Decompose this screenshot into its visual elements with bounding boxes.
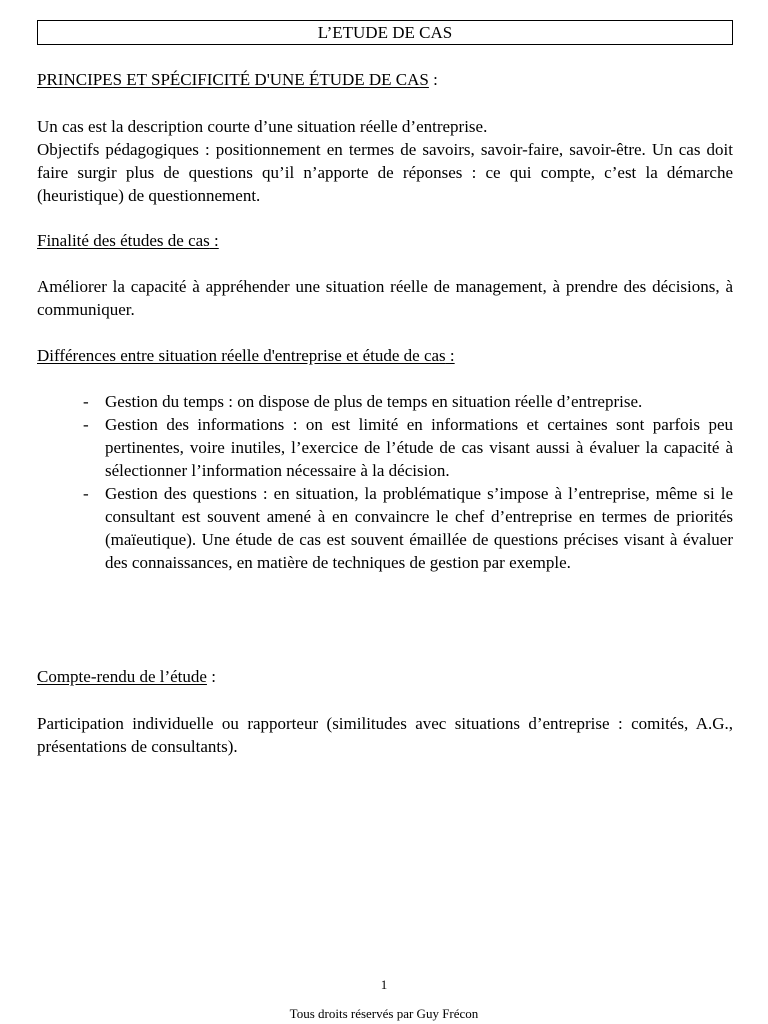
section-principes-paragraph [37,138,733,207]
section-finalite-heading [37,229,733,252]
section-finalite-paragraph [37,275,733,321]
bullet-marker: - [83,392,89,411]
section-compte-rendu-paragraph [37,712,733,758]
section-heading-suffix: : [428,70,438,89]
section-heading-text: Compte-rendu de l’étude [37,667,207,686]
list-item-text: Gestion des questions : en situation, la problématique s’impose à l’entreprise, même si le consultant est souvent amené à en convaincre le chef d’entreprise en termes de priorités (maïeutique). Une étude de cas est souvent émaillée de questions précises visant à évaluer des connaissances, en matière de techniques de gestion par exemple. [105,484,733,572]
differences-list [83,390,733,574]
list-item-text: Gestion du temps : on dispose de plus de temps en situation réelle d’entreprise. [105,392,643,411]
copyright-footer: Tous droits réservés par Guy Frécon [289,1006,479,1021]
list-item [83,482,733,574]
list-item [83,390,733,413]
document-title: L’ETUDE DE CAS [37,20,733,45]
section-heading-text: PRINCIPES ET SPÉCIFICITÉ D'UNE ÉTUDE DE CAS [37,70,429,89]
paragraph-text: Participation individuelle ou rapporteur (similitudes avec situations d’entreprise : comités, A.G., présentations de consultants). [37,714,733,756]
page-number: 1 [380,977,388,992]
section-differences-heading [37,344,733,367]
section-principes-heading [37,68,733,91]
section-compte-rendu-heading [37,665,733,688]
paragraph-text: Améliorer la capacité à appréhender une situation réelle de management, à prendre des décisions, à communiquer. [37,277,733,319]
section-principes-line: Un cas est la description courte d’une situation réelle d’entreprise. [37,117,488,136]
section-heading-text: Différences entre situation réelle d'entreprise et étude de cas [37,346,446,365]
paragraph-text: Objectifs pédagogiques : positionnement en termes de savoirs, savoir-faire, savoir-être. Un cas doit faire surgir plus de questions qu’il n’apporte de réponses : ce qui compte, c’est la démarche (heuristique) de questionnement. [37,140,733,205]
section-heading-suffix: : [445,346,455,365]
section-heading-suffix: : [206,667,216,686]
list-item [83,413,733,482]
bullet-marker: - [83,415,89,434]
section-heading-text: Finalité des études de cas [37,231,210,250]
list-item-text: Gestion des informations : on est limité en informations et certaines sont parfois peu pertinentes, voire inutiles, l’exercice de l’étude de cas visant aussi à évaluer la capacité à sélectionner l’information nécessaire à la décision. [105,415,733,480]
section-heading-suffix: : [209,231,219,250]
bullet-marker: - [83,484,89,503]
